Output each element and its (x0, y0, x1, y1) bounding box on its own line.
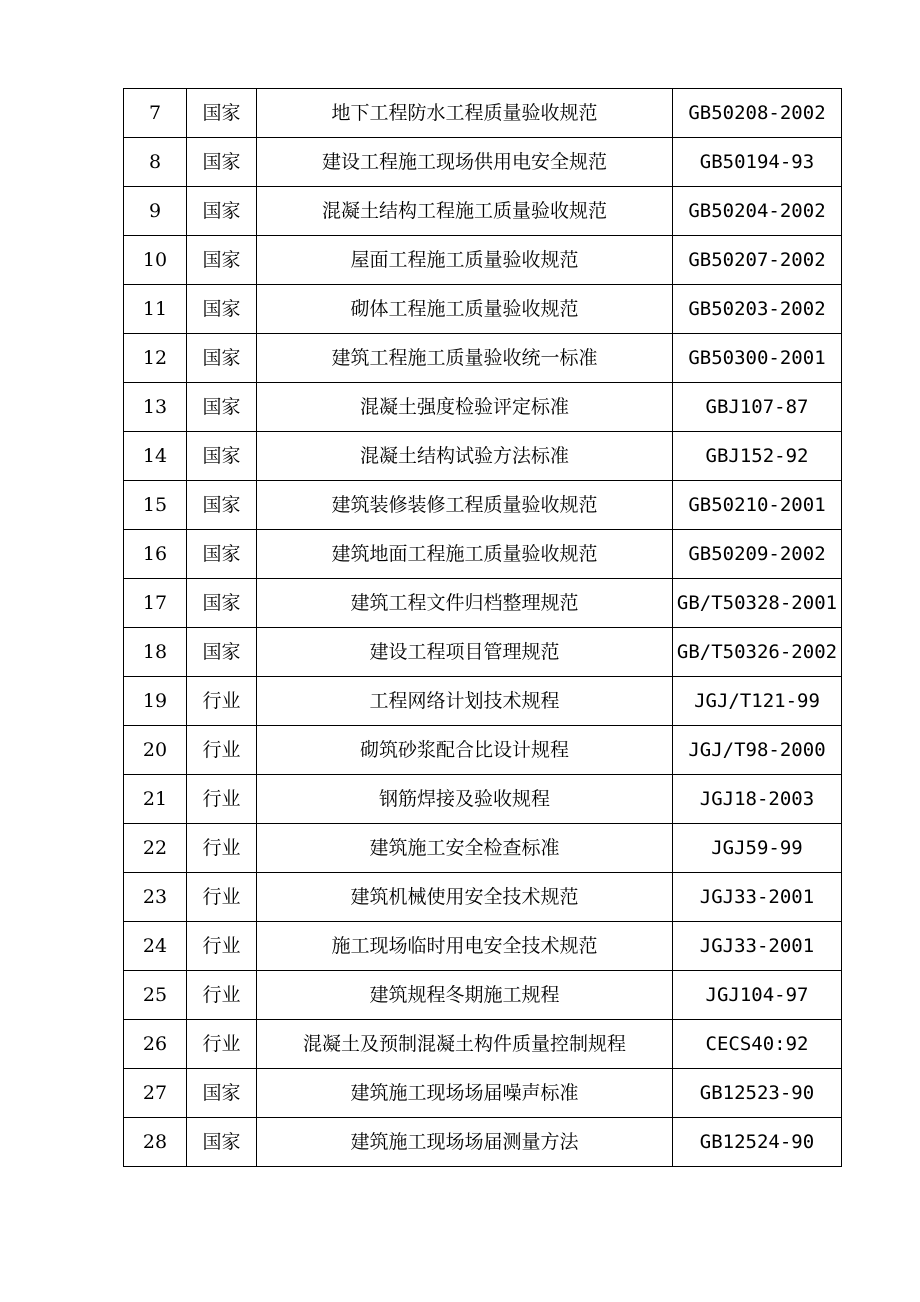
standard-name: 钢筋焊接及验收规程 (257, 775, 673, 824)
standard-name: 建筑工程施工质量验收统一标准 (257, 334, 673, 383)
row-number: 25 (124, 971, 187, 1020)
row-number: 27 (124, 1069, 187, 1118)
standard-code: GB50209-2002 (673, 530, 842, 579)
standard-name: 砌体工程施工质量验收规范 (257, 285, 673, 334)
table-row (124, 579, 842, 628)
table-row (124, 285, 842, 334)
standard-level: 国家 (187, 579, 257, 628)
table-row (124, 481, 842, 530)
standard-code: JGJ/T98-2000 (673, 726, 842, 775)
table-row (124, 775, 842, 824)
standard-code: GB50207-2002 (673, 236, 842, 285)
standard-code: GBJ107-87 (673, 383, 842, 432)
table-row (124, 1069, 842, 1118)
standard-name: 建筑机械使用安全技术规范 (257, 873, 673, 922)
standard-level: 国家 (187, 334, 257, 383)
standard-code: JGJ/T121-99 (673, 677, 842, 726)
standard-name: 施工现场临时用电安全技术规范 (257, 922, 673, 971)
standard-level: 行业 (187, 1020, 257, 1069)
row-number: 9 (124, 187, 187, 236)
standard-name: 建筑施工现场场届噪声标准 (257, 1069, 673, 1118)
table-row (124, 432, 842, 481)
standard-name: 混凝土及预制混凝土构件质量控制规程 (257, 1020, 673, 1069)
row-number: 15 (124, 481, 187, 530)
standard-name: 建筑工程文件归档整理规范 (257, 579, 673, 628)
standard-code: GB12524-90 (673, 1118, 842, 1167)
standard-code: GB12523-90 (673, 1069, 842, 1118)
row-number: 22 (124, 824, 187, 873)
table-row (124, 971, 842, 1020)
standards-table (123, 88, 842, 1167)
standards-table-body (124, 89, 842, 1167)
standard-name: 混凝土强度检验评定标准 (257, 383, 673, 432)
standard-code: GB50194-93 (673, 138, 842, 187)
standard-level: 国家 (187, 1118, 257, 1167)
table-row (124, 873, 842, 922)
table-row (124, 824, 842, 873)
standard-level: 国家 (187, 285, 257, 334)
standard-name: 建筑施工现场场届测量方法 (257, 1118, 673, 1167)
table-row (124, 922, 842, 971)
standard-name: 建筑装修装修工程质量验收规范 (257, 481, 673, 530)
standard-name: 建设工程施工现场供用电安全规范 (257, 138, 673, 187)
row-number: 26 (124, 1020, 187, 1069)
row-number: 18 (124, 628, 187, 677)
standard-level: 行业 (187, 726, 257, 775)
row-number: 13 (124, 383, 187, 432)
row-number: 7 (124, 89, 187, 138)
row-number: 12 (124, 334, 187, 383)
standard-level: 国家 (187, 481, 257, 530)
row-number: 14 (124, 432, 187, 481)
standard-name: 混凝土结构试验方法标准 (257, 432, 673, 481)
standard-level: 国家 (187, 1069, 257, 1118)
row-number: 16 (124, 530, 187, 579)
row-number: 23 (124, 873, 187, 922)
standard-level: 国家 (187, 383, 257, 432)
standard-code: JGJ104-97 (673, 971, 842, 1020)
standard-level: 国家 (187, 628, 257, 677)
standard-level: 行业 (187, 677, 257, 726)
standard-level: 行业 (187, 824, 257, 873)
row-number: 10 (124, 236, 187, 285)
standard-level: 国家 (187, 138, 257, 187)
standard-code: GB50300-2001 (673, 334, 842, 383)
row-number: 24 (124, 922, 187, 971)
table-row (124, 530, 842, 579)
table-row (124, 89, 842, 138)
standard-name: 屋面工程施工质量验收规范 (257, 236, 673, 285)
row-number: 11 (124, 285, 187, 334)
standard-code: GB50208-2002 (673, 89, 842, 138)
table-row (124, 236, 842, 285)
table-row (124, 138, 842, 187)
standard-level: 国家 (187, 432, 257, 481)
standard-level: 行业 (187, 775, 257, 824)
row-number: 8 (124, 138, 187, 187)
standard-name: 建筑规程冬期施工规程 (257, 971, 673, 1020)
standard-name: 建设工程项目管理规范 (257, 628, 673, 677)
standard-code: CECS40:92 (673, 1020, 842, 1069)
row-number: 20 (124, 726, 187, 775)
standard-code: JGJ33-2001 (673, 922, 842, 971)
standard-level: 国家 (187, 89, 257, 138)
row-number: 17 (124, 579, 187, 628)
standard-name: 地下工程防水工程质量验收规范 (257, 89, 673, 138)
standard-code: GBJ152-92 (673, 432, 842, 481)
standard-code: JGJ18-2003 (673, 775, 842, 824)
standard-code: GB/T50328-2001 (673, 579, 842, 628)
standard-code: JGJ59-99 (673, 824, 842, 873)
table-row (124, 726, 842, 775)
row-number: 28 (124, 1118, 187, 1167)
standard-level: 国家 (187, 530, 257, 579)
table-row (124, 628, 842, 677)
standard-code: GB50210-2001 (673, 481, 842, 530)
standard-code: GB50203-2002 (673, 285, 842, 334)
standard-level: 国家 (187, 236, 257, 285)
standard-name: 混凝土结构工程施工质量验收规范 (257, 187, 673, 236)
standard-name: 工程网络计划技术规程 (257, 677, 673, 726)
table-row (124, 677, 842, 726)
table-row (124, 1020, 842, 1069)
standard-name: 建筑施工安全检查标准 (257, 824, 673, 873)
standard-level: 行业 (187, 922, 257, 971)
standard-code: GB/T50326-2002 (673, 628, 842, 677)
standard-code: GB50204-2002 (673, 187, 842, 236)
table-row (124, 334, 842, 383)
table-row (124, 383, 842, 432)
standard-name: 建筑地面工程施工质量验收规范 (257, 530, 673, 579)
table-row (124, 187, 842, 236)
row-number: 19 (124, 677, 187, 726)
table-row (124, 1118, 842, 1167)
standard-level: 国家 (187, 187, 257, 236)
standard-level: 行业 (187, 971, 257, 1020)
standard-level: 行业 (187, 873, 257, 922)
standard-name: 砌筑砂浆配合比设计规程 (257, 726, 673, 775)
standard-code: JGJ33-2001 (673, 873, 842, 922)
row-number: 21 (124, 775, 187, 824)
